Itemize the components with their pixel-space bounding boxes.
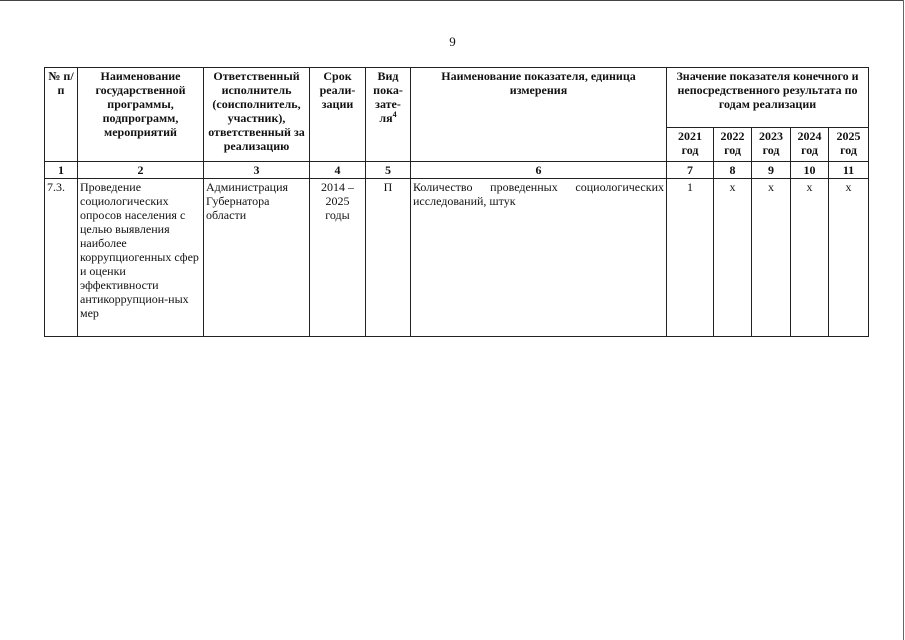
column-number: 11 [829, 162, 869, 179]
header-num: № п/п [45, 68, 78, 162]
column-number: 8 [714, 162, 752, 179]
row-indicator-type: П [366, 179, 411, 337]
row-measure-name: Проведение социологических опросов населения с целью выявления наиболее коррупциогенных сфер и оценки эффективности антикоррупцион-ных мер [78, 179, 204, 337]
header-indicator-name: Наименование показателя, единица измерения [411, 68, 667, 162]
row-value-2023: x [752, 179, 791, 337]
column-number: 3 [204, 162, 310, 179]
page-frame-top [0, 0, 903, 1]
program-table [44, 67, 869, 337]
column-number: 9 [752, 162, 791, 179]
row-indicator-name: Количество проведенных социологических исследований, штук [411, 179, 667, 337]
footnote-ref: 4 [392, 110, 397, 119]
header-executor: Ответственный исполнитель (соисполнитель, участник), ответственный за реализацию [204, 68, 310, 162]
header-year-2025: 2025 год [829, 128, 869, 162]
column-number: 10 [791, 162, 829, 179]
page-number: 9 [449, 34, 456, 49]
column-number: 1 [45, 162, 78, 179]
header-indicator-type [366, 68, 411, 162]
page-frame-right [903, 0, 904, 640]
column-number: 7 [667, 162, 714, 179]
header-year-2024: 2024 год [791, 128, 829, 162]
table-row [45, 179, 869, 337]
column-number: 6 [411, 162, 667, 179]
row-value-2021: 1 [667, 179, 714, 337]
header-term: Срок реали-зации [310, 68, 366, 162]
header-indicator-type-text: Вид пока-зате-ля [373, 69, 403, 125]
column-number: 5 [366, 162, 411, 179]
row-num: 7.3. [45, 179, 78, 337]
row-executor: Администрация Губернатора области [204, 179, 310, 337]
row-term: 2014 – 2025 годы [310, 179, 366, 337]
header-year-2022: 2022 год [714, 128, 752, 162]
row-value-2025: x [829, 179, 869, 337]
header-program-name: Наименование государственной программы, подпрограмм, мероприятий [78, 68, 204, 162]
header-year-2023: 2023 год [752, 128, 791, 162]
header-year-2021: 2021 год [667, 128, 714, 162]
header-values-group: Значение показателя конечного и непосредственного результата по годам реализации [667, 68, 869, 128]
row-value-2022: x [714, 179, 752, 337]
row-value-2024: x [791, 179, 829, 337]
column-number: 2 [78, 162, 204, 179]
column-number: 4 [310, 162, 366, 179]
